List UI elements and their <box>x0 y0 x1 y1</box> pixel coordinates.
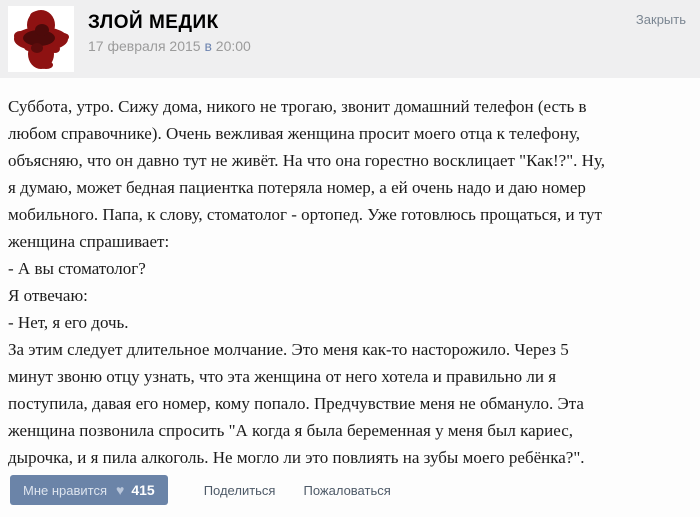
avatar[interactable] <box>8 6 74 72</box>
post-text-line: поступила, давая его номер, кому попало. Предчувствие меня не обмануло. Эта <box>8 394 584 413</box>
post-text-line: мобильного. Папа, к слову, стоматолог - ортопед. Уже готовлюсь прощаться, и тут <box>8 205 602 224</box>
post-text-line: минут звоню отцу узнать, что эта женщина от него хотела и правильно ли я <box>8 367 557 386</box>
post-text-line: объясняю, что он давно тут не живёт. На что она горестно восклицает "Как!?". Ну, <box>8 151 605 170</box>
post-text <box>0 78 700 471</box>
post-text-line: женщина спрашивает: <box>8 232 170 251</box>
like-label: Мне нравится <box>23 482 108 498</box>
timestamp-preposition: в <box>204 38 212 54</box>
blood-cross-icon <box>8 6 74 72</box>
post-text-line: - А вы стоматолог? <box>8 259 146 278</box>
post-text-line: дырочка, и я пила алкоголь. Не могло ли это повлиять на зубы моего ребёнка?". <box>8 448 585 467</box>
like-button[interactable] <box>10 475 168 505</box>
close-button[interactable]: Закрыть <box>635 12 686 27</box>
post-header <box>0 0 700 78</box>
post-text-line: женщина позвонила спросить "А когда я была беременная у меня был кариес, <box>8 421 574 440</box>
post-text-line: любом справочнике). Очень вежливая женщина просит моего отца к телефону, <box>8 124 581 143</box>
post-text-line: За этим следует длительное молчание. Это меня как-то насторожило. Через 5 <box>8 340 569 359</box>
timestamp-time: 20:00 <box>215 38 251 54</box>
post-text-line: Суббота, утро. Сижу дома, никого не трогаю, звонит домашний телефон (есть в <box>8 97 587 116</box>
post-text-line: - Нет, я его дочь. <box>8 313 129 332</box>
post-text-line: я думаю, может бедная пациентка потеряла номер, а ей очень надо и даю номер <box>8 178 586 197</box>
post-text-line: Я отвечаю: <box>8 286 88 305</box>
like-count: 415 <box>131 482 155 498</box>
author-name[interactable]: ЗЛОЙ МЕДИК <box>88 12 219 33</box>
heart-icon: ♥ <box>116 482 125 498</box>
post-actions <box>0 475 700 505</box>
post-timestamp[interactable] <box>88 38 251 54</box>
share-link[interactable]: Поделиться <box>203 482 276 498</box>
header-info <box>88 6 251 54</box>
timestamp-date: 17 февраля 2015 <box>88 38 201 54</box>
report-link[interactable]: Пожаловаться <box>303 482 391 498</box>
